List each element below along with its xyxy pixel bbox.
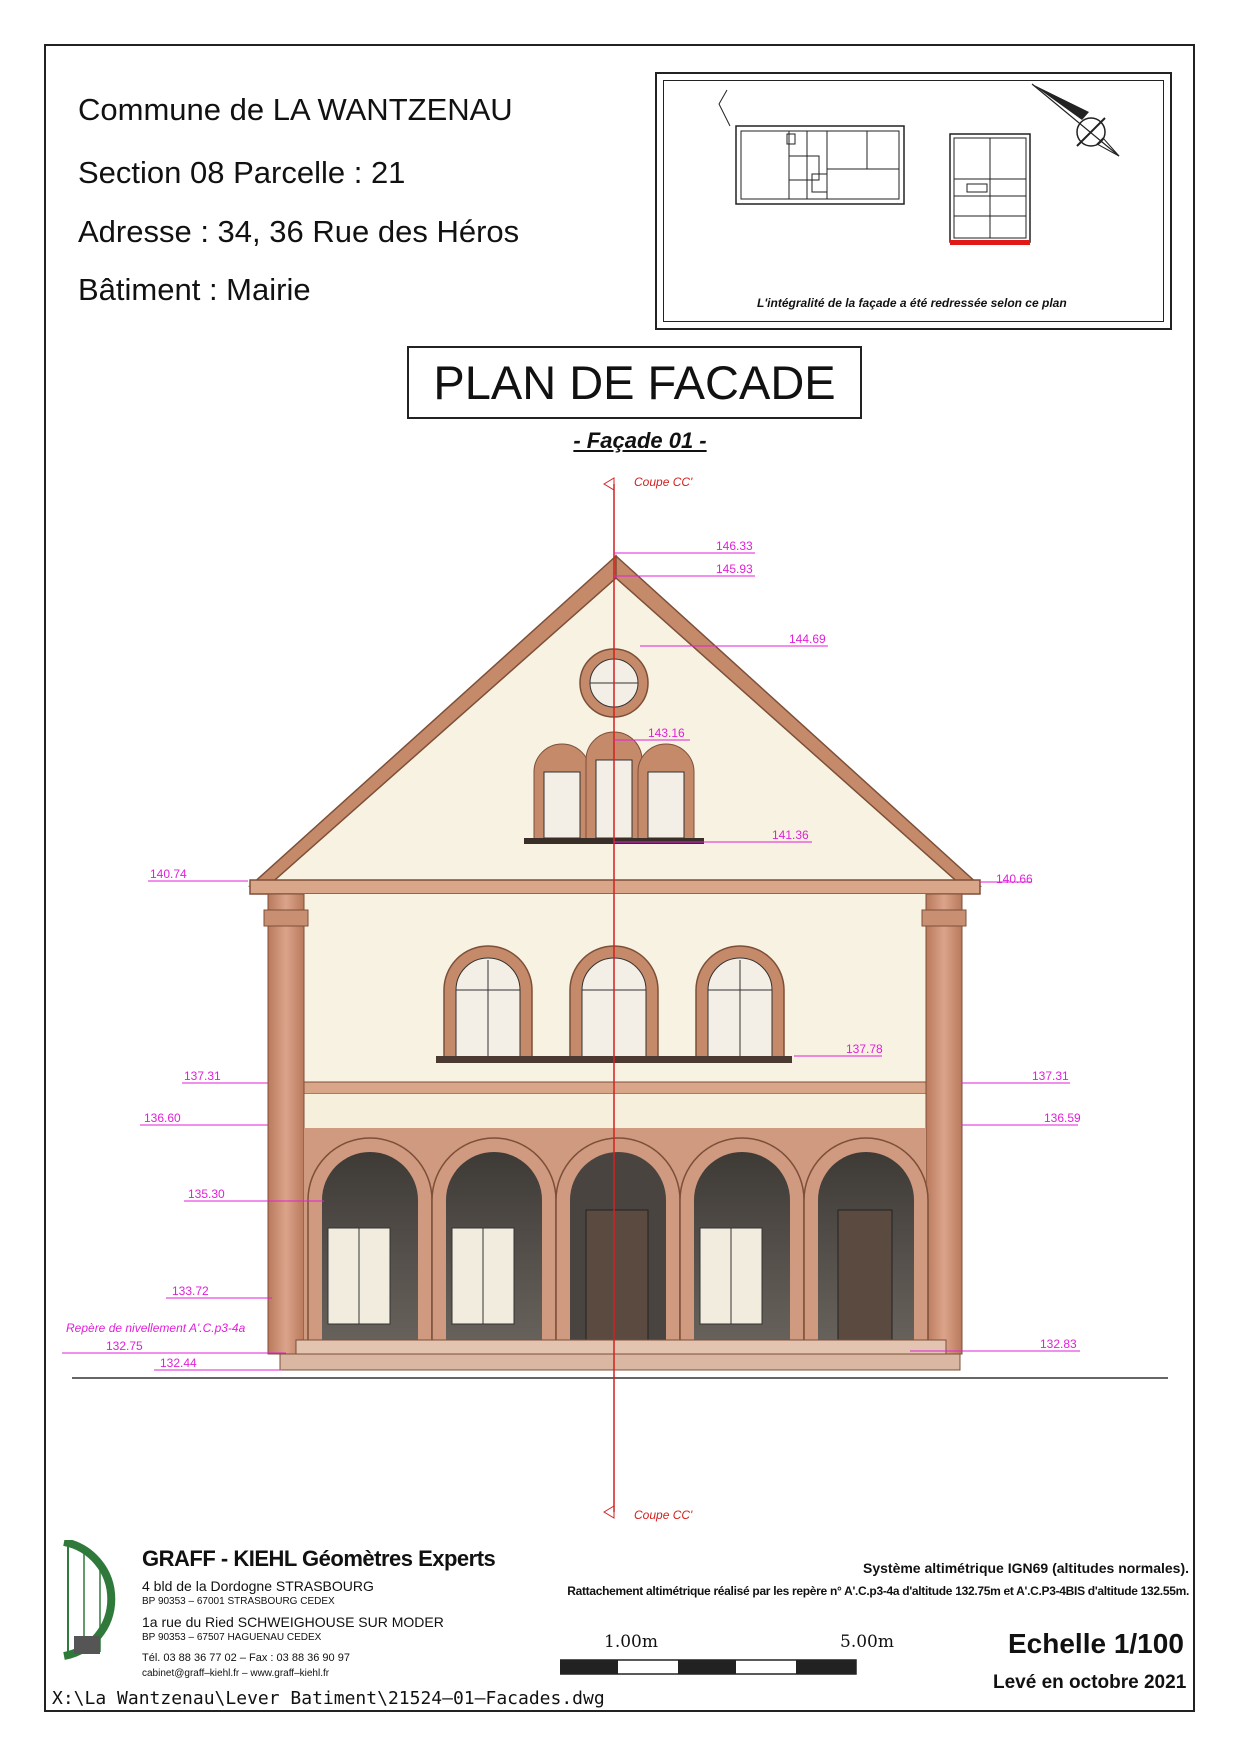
repere-label: Repère de nivellement A'.C.p3-4a — [66, 1321, 246, 1335]
company-address-1-bp: BP 90353 – 67001 STRASBOURG CEDEX — [142, 1596, 335, 1607]
file-path: X:\La Wantzenau\Lever Batiment\21524–01–Facades.dwg — [52, 1688, 605, 1709]
level-140-66: 140.66 — [996, 872, 1033, 886]
level-137-78: 137.78 — [846, 1042, 883, 1056]
company-address-2-bp: BP 90353 – 67507 HAGUENAU CEDEX — [142, 1632, 322, 1643]
cornice — [250, 880, 980, 894]
pilaster-left — [268, 894, 304, 1354]
level-132-75: 132.75 — [106, 1339, 143, 1353]
scale-title: Echelle 1/100 — [1008, 1628, 1184, 1659]
level-145-93: 145.93 — [716, 562, 753, 576]
company-address-1: 4 bld de la Dordogne STRASBOURG — [142, 1578, 374, 1594]
building-label: Bâtiment : Mairie — [78, 272, 311, 307]
key-plan-caption: L'intégralité de la façade a été redressée selon ce plan — [757, 296, 1067, 310]
level-146-33: 146.33 — [716, 539, 753, 553]
company-address-2: 1a rue du Ried SCHWEIGHOUSE SUR MODER — [142, 1614, 444, 1630]
scale-bar — [560, 1658, 860, 1678]
level-141-36: 141.36 — [772, 828, 809, 842]
level-133-72: 133.72 — [172, 1284, 209, 1298]
company-logo — [60, 1540, 130, 1660]
cut-label-top: Coupe CC' — [634, 475, 693, 489]
section-label: Section 08 Parcelle : 21 — [78, 155, 406, 190]
level-137-31-left: 137.31 — [184, 1069, 221, 1083]
altimetric-reference: Rattachement altimétrique réalisé par les repère n° A'.C.p3-4a d'altitude 132.75m et A'.C.P3-4BIS d'altitude 132.55m. — [567, 1584, 1189, 1598]
steps — [280, 1354, 960, 1370]
company-web: cabinet@graff–kiehl.fr – www.graff–kiehl.fr — [142, 1668, 330, 1679]
level-132-44: 132.44 — [160, 1356, 197, 1370]
level-137-31-right: 137.31 — [1032, 1069, 1069, 1083]
level-143-16: 143.16 — [648, 726, 685, 740]
level-132-83: 132.83 — [1040, 1337, 1077, 1351]
cut-label-bottom: Coupe CC' — [634, 1508, 693, 1522]
level-136-60: 136.60 — [144, 1111, 181, 1125]
scale-label-1m: 1.00m — [604, 1632, 658, 1652]
drawing-title: PLAN DE FACADE — [407, 346, 862, 419]
facade-subtitle: - Façade 01 - — [573, 428, 707, 453]
survey-date: Levé en octobre 2021 — [993, 1672, 1187, 1693]
altimetric-system: Système altimétrique IGN69 (altitudes normales). — [863, 1560, 1189, 1576]
level-144-69: 144.69 — [789, 632, 826, 646]
stone-band — [268, 1082, 962, 1094]
scale-label-5m: 5.00m — [840, 1632, 894, 1652]
pilaster-right — [926, 894, 962, 1354]
upper-band-lower — [268, 1094, 962, 1128]
level-140-74: 140.74 — [150, 867, 187, 881]
level-135-30: 135.30 — [188, 1187, 225, 1201]
company-name: GRAFF - KIEHL Géomètres Experts — [142, 1546, 496, 1571]
level-136-59: 136.59 — [1044, 1111, 1081, 1125]
arcade-arches — [308, 1138, 928, 1354]
address-label: Adresse : 34, 36 Rue des Héros — [78, 214, 520, 249]
company-tel: Tél. 03 88 36 77 02 – Fax : 03 88 36 90 97 — [142, 1652, 350, 1664]
commune-label: Commune de LA WANTZENAU — [78, 92, 513, 127]
